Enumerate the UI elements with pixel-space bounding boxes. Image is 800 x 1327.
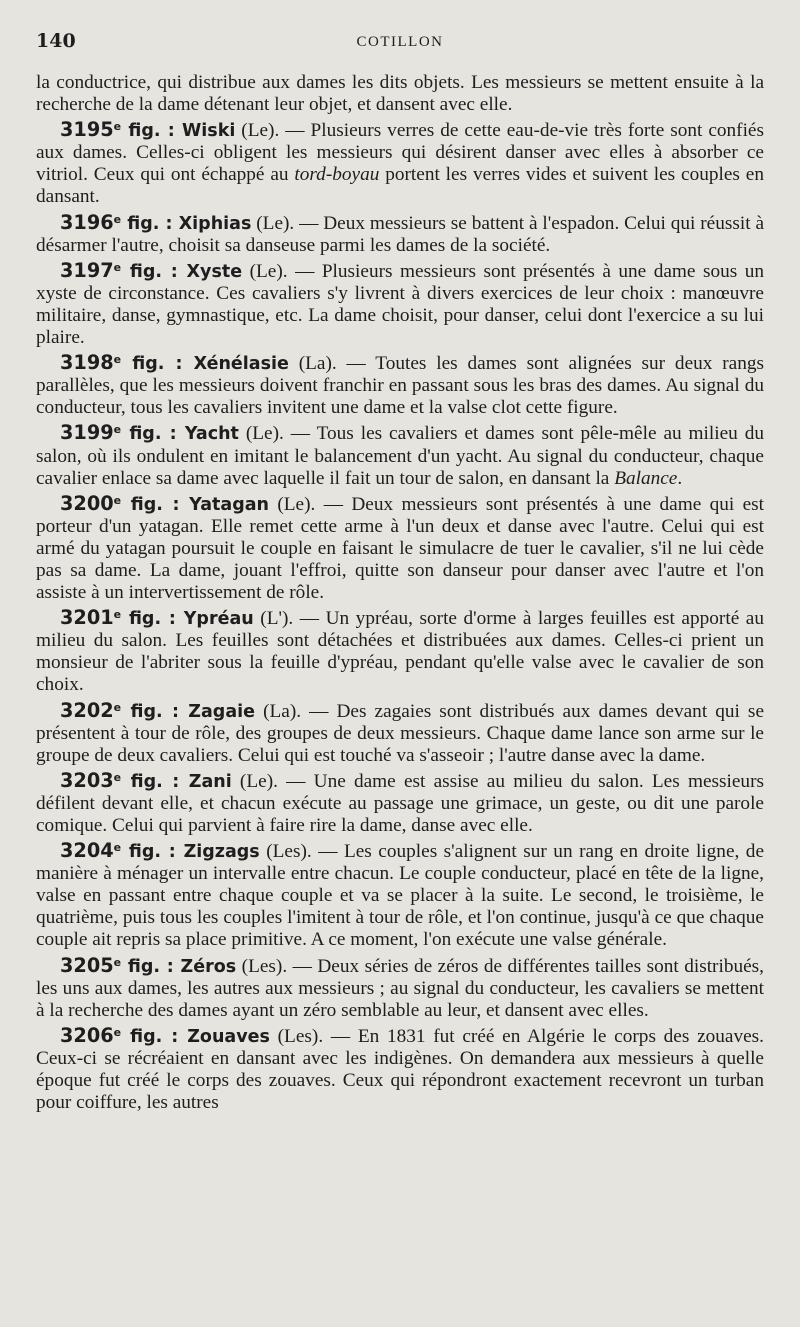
entry-text: — Toutes les dames sont alignées sur deux rangs parallèles, que les messieurs doivent franchir en passant sous les bras des dames. Au signal du conducteur, tous les cavaliers invitent une dame et la valse clot cette figure.	[36, 353, 764, 419]
entry-number: 3197	[60, 258, 114, 282]
entry-title: Zouaves	[187, 1026, 270, 1047]
entry-number-ordinal: e	[113, 1025, 122, 1039]
entry-title: Yatagan	[189, 494, 269, 515]
entry-number-ordinal: e	[113, 841, 122, 855]
entry-article: (Le).	[231, 770, 278, 792]
entry-number: 3205	[60, 953, 114, 977]
entry-text: — Deux séries de zéros de différentes tailles sont distribués, les uns aux dames, les autres aux messieurs ; au signal du conducteur, les cavaliers se mettent à la recherche des dames ayant un zéro semblable au leur, et dansent avec elles.	[36, 955, 764, 1021]
entry-article: (Les).	[269, 1025, 324, 1047]
entry-text: — Tous les cavaliers et dames sont pêle-mêle au milieu du salon, où ils ondulent en imitant le balancement d'un yacht. Au signal du conducteur, chaque cavalier enlace sa dame avec laquelle il fait un tour de salon, en dansant la	[36, 423, 765, 489]
entry-number: 3202	[60, 698, 114, 722]
entry-title: Wiski	[181, 121, 236, 142]
entry-title: Xyste	[186, 261, 243, 282]
entry-fig-label: fig. :	[121, 956, 181, 977]
entry-fig-label: fig. :	[121, 842, 184, 863]
entry-article: (Le).	[242, 260, 288, 282]
entry-number-ordinal: e	[113, 423, 122, 437]
entry-text: — En 1831 fut créé en Algérie le corps des zouaves. Ceux-ci se récréaient en dansant avec les indigènes. On demandera aux messieurs à quelle époque fut créé le corps des zouaves. Ceux qui répondront exactement recevront un turban pour coiffure, les autres	[36, 1025, 764, 1114]
entry-fig-label: fig. :	[121, 213, 179, 234]
entry-title: Zani	[188, 771, 232, 792]
entry-text: — Un ypréau, sorte d'orme à larges feuilles est apporté au milieu du salon. Les feuilles sont détachées et distribuées aux dames. Celles-ci prient un monsieur de l'abriter sous la feuille d'ypréau, pendant qu'elle valse avec le cavalier de son choix.	[36, 608, 764, 696]
entry-number-ordinal: e	[113, 955, 122, 969]
entry-number-ordinal: e	[113, 493, 122, 507]
entry-text: — Deux messieurs se battent à l'espadon. Celui qui réussit à désarmer l'autre, choisit sa danseuse parmi les dames de la société.	[36, 212, 765, 256]
entry-number: 3199	[60, 421, 114, 445]
entry-number: 3206	[60, 1023, 114, 1047]
entry-article: (Le).	[251, 212, 295, 234]
entry-fig-label: fig. :	[121, 1026, 188, 1047]
entry-title: Xénélasie	[193, 354, 289, 375]
entry-fig-label: fig. :	[121, 424, 185, 445]
entry-number: 3201	[60, 606, 114, 630]
entry-text: — Les couples s'alignent sur un rang en droite ligne, de manière à ménager un intervalle entre chacun. Le couple conducteur, placé en tête de la ligne, valse en passant entre chaque couple et va se placer à la suite. Le second, le troisième, le quatrième, puis tous les couples l'imitent à tour de rôle, et l'on continue, jusqu'à ce que chaque couple ait repris sa place primitive. A ce moment, l'on exécute une valse générale.	[36, 841, 765, 951]
entry-text-italic: Balance	[614, 467, 678, 489]
figure-entry	[36, 349, 764, 419]
running-head: COTILLON	[356, 34, 444, 50]
entry-text-end: portent les verres vides et suivent les couples en dansant.	[36, 164, 764, 208]
entry-article: (Le).	[235, 120, 280, 142]
figure-entries	[36, 116, 764, 1114]
entry-fig-label: fig. :	[121, 261, 187, 282]
figure-entry	[36, 952, 764, 1022]
entry-number-ordinal: e	[113, 120, 122, 134]
entry-number: 3198	[60, 351, 114, 375]
entry-text: — Plusieurs verres de cette eau-de-vie très forte sont confiés aux dames. Celles-ci obligent les messieurs qui désirent danser avec elles à absorber ce vitriol. Ceux qui ont échappé au	[36, 120, 764, 186]
entry-article: (Les).	[259, 841, 312, 863]
figure-entry	[36, 116, 764, 208]
entry-text: — Deux messieurs sont présentés à une dame qui est porteur d'un yatagan. Elle remet cette arme à l'un deux et danse avec l'autre. Celui qui est armé du yatagan poursuit le couple en faisant le simulacre de tuer le cavalier, s'il ne lui cède pas sa dame. La dame, jouant l'effroi, quitte son danseur pour danser avec l'autre et l'on assiste à un intervertissement de rôle.	[36, 493, 765, 604]
entry-title: Xiphias	[178, 213, 252, 234]
entry-fig-label: fig. :	[121, 609, 184, 630]
page-number: 140	[36, 30, 76, 52]
page-header	[36, 30, 764, 60]
entry-article: (La).	[288, 353, 337, 375]
figure-entry	[36, 209, 764, 257]
entry-number: 3196	[60, 210, 114, 234]
entry-title: Yacht	[184, 424, 239, 445]
body-text	[36, 72, 764, 1114]
entry-title: Zigzags	[183, 842, 260, 863]
entry-number-ordinal: e	[113, 770, 122, 784]
entry-article: (Les).	[236, 955, 288, 977]
entry-number-ordinal: e	[113, 608, 122, 622]
figure-entry	[36, 490, 764, 604]
entry-number-ordinal: e	[113, 353, 122, 367]
figure-entry	[36, 697, 764, 767]
opening-paragraph: la conductrice, qui distribue aux dames les dits objets. Les messieurs se mettent ensuite à la recherche de la dame détenant leur objet, et dansent avec elle.	[36, 72, 764, 116]
entry-number: 3200	[60, 491, 114, 515]
entry-text-italic: tord-boyau	[294, 164, 380, 186]
figure-entry	[36, 1022, 764, 1114]
entry-text: — Plusieurs messieurs sont présentés à une dame sous un xyste de circonstance. Ces cavaliers s'y livrent à divers exercices de leur choix : manœuvre militaire, danse, gymnastique, etc. La dame choisit, pour danser, celui dont l'exercice a su lui plaire.	[36, 260, 765, 349]
entry-title: Zéros	[180, 956, 237, 977]
entry-fig-label: fig. :	[121, 494, 190, 515]
figure-entry	[36, 419, 764, 489]
entry-article: (L').	[253, 608, 294, 630]
figure-entry	[36, 837, 764, 951]
figure-entry	[36, 767, 764, 837]
figure-entry	[36, 604, 764, 696]
entry-article: (La).	[255, 700, 302, 722]
entry-fig-label: fig. :	[121, 771, 189, 792]
entry-number-ordinal: e	[113, 700, 122, 714]
entry-article: (Le).	[269, 493, 316, 515]
entry-number-ordinal: e	[113, 212, 122, 226]
entry-text: — Une dame est assise au milieu du salon. Les messieurs défilent devant elle, et chacun exécute au passage une grimace, un geste, ou dit une parole comique. Celui qui parvient à faire rire la dame, danse avec elle.	[36, 770, 765, 836]
entry-fig-label: fig. :	[121, 354, 194, 375]
entry-number: 3204	[60, 839, 114, 863]
entry-number: 3195	[60, 118, 114, 142]
entry-article: (Le).	[238, 423, 284, 445]
entry-title: Zagaie	[188, 701, 255, 722]
entry-fig-label: fig. :	[121, 701, 189, 722]
entry-number: 3203	[60, 768, 114, 792]
entry-text-end: .	[677, 467, 683, 489]
entry-number-ordinal: e	[113, 260, 122, 274]
figure-entry	[36, 257, 764, 349]
entry-fig-label: fig. :	[121, 121, 182, 142]
entry-title: Ypréau	[183, 609, 254, 630]
entry-text: — Des zagaies sont distribués aux dames devant qui se présentent à tour de rôle, des groupes de deux messieurs. Chaque dame lance son arme sur le groupe de deux cavaliers. Celui qui est touché va s'asseoir ; l'autre danse avec la dame.	[36, 700, 764, 766]
